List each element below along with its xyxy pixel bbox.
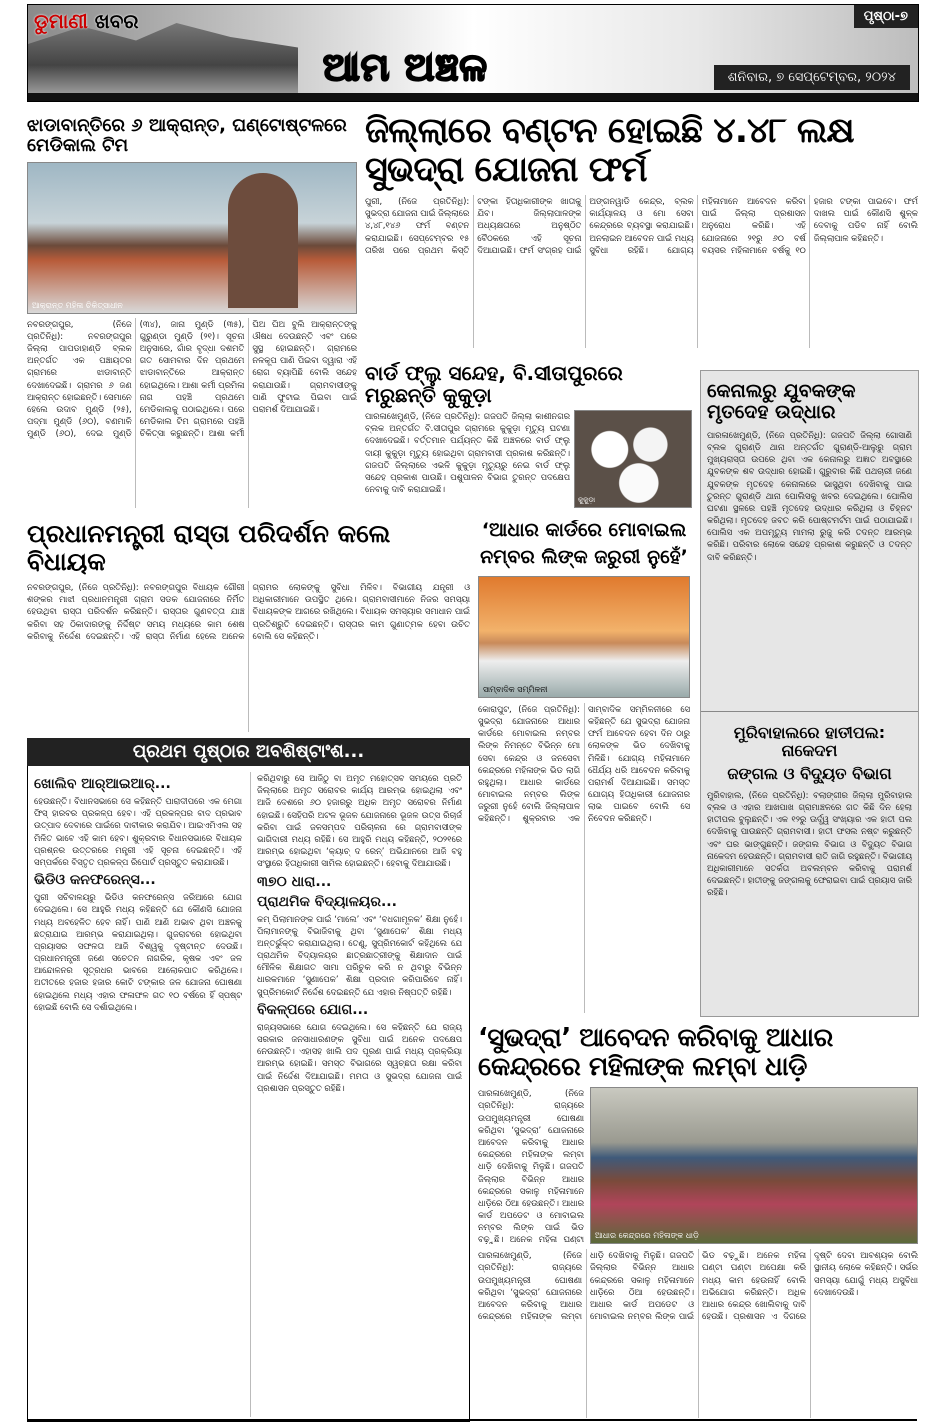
- queue-top-row: [478, 1087, 918, 1244]
- art370-cont-body: କରିଥିବାରୁ ସେ ଆଜିଠୁ ବା ଅମୃତ ମହୋତ୍ସବ ସମୟରେ ପ୍ରତି ଜିଲ୍ଲାରେ ଅମୃତ ସରୋବର କାର୍ଯ୍ୟ ଆରମ୍ଭ ହୋଇଥିଲା ଏବଂ ଆଜି ଦେଶରେ ୬୦ ହଜାରରୁ ଅଧିକ ଅମୃତ ସରୋବର ନିର୍ମାଣ ହୋଇଛି। ସେହିପରି ଅଟଳ ଭୂଜଳ ଯୋଜନାରେ ଭୂଜଳ ଉତ୍ସ ରିଚାର୍ଜ କରିବା ପାଇଁ ଜଳସମ୍ପଦ ପରିଚାଳନା ରେ ଗ୍ରାମବାସୀଙ୍କ ଭାଗିଦାରୀ ମଧ୍ୟ ରହିଛି। ସେ ଆହୁରି ମଧ୍ୟ କହିଛନ୍ତି, ୨୦୨୧ରେ ଆରମ୍ଭ ହୋଇଥିବା ‘କ୍ୟାଚ୍ ଦ ରେନ୍’ ଅଭିଯାନରେ ଆଜି ବହୁ ସଂସ୍ଥାରେ ହିତାଧିକାରୀ ସାମିଲ ହୋଇଛନ୍ତି। ହେବାକୁ ଦିଆଯାଉଛି।: [257, 773, 462, 869]
- school-body: କମ୍ ପିଲାମାନଙ୍କ ପାଇଁ ‘ମାଲେ’ ଏବଂ ‘ବଧଗାମୂଳକ’ ଶିକ୍ଷା ନୁହେଁ। ପିଲାମାନଙ୍କୁ ବିଭାଜିବାକୁ ଥିବା ‘ସୁଣାପେକ’ ଶିକ୍ଷା ମଧ୍ୟ ଅନ୍ତର୍ଭୁକ୍ତ କରାଯାଇଥିଲା। ତେଣୁ, ସୁପ୍ରିମକୋର୍ଟ କହିଥିଲେ ଯେ ପ୍ରାଥମିକ ବିଦ୍ୟାଳୟର ଛାତ୍ରଛାତ୍ରୀଙ୍କୁ ଶିକ୍ଷାଦାନ ପାଇଁ ମୌଳିକ ଶିକ୍ଷାଗତ ସାମା ପରିଚୁକ କରି ନ ଥିବାରୁ ବିଭିନ୍ନ ଧାରକମାନେ ‘ସୁଣାପେକ’ ଶିକ୍ଷା ପ୍ରଦାନ କରିପାରିବେ ନାହିଁ। ସୁପ୍ରିମକୋର୍ଟ ନିର୍ଦ୍ଦେଶ ଦେଇଛନ୍ତି ଯେ ଏହାର ନିଷ୍ପତ୍ତି ରହିଛି।: [257, 913, 462, 997]
- photo-caption: ଆକ୍ରାନ୍ତ ମହିଳା ଚିକିତ୍ସାଧୀନ: [32, 300, 123, 310]
- pm-road-headline: ପ୍ରଧାନମନ୍ତ୍ରୀ ରାସ୍ତା ପରିଦର୍ଶନ କଲେ ବିଧାୟକ: [27, 520, 391, 576]
- queue-headline: ‘ସୁଭଦ୍ରା’ ଆବେଦନ କରିବାକୁ ଆଧାର କେନ୍ଦ୍ରରେ ମହିଳାଙ୍କ ଲମ୍ବା ଧାଡ଼ି: [478, 1024, 833, 1082]
- canal-headline: କେନାଲରୁ ଯୁବକଙ୍କ ମୃତଦେହ ଉଦ୍ଧାର: [707, 380, 856, 423]
- aadhaar-headline-1: ‘ଆଧାର କାର୍ଡରେ ମୋବାଇଲ: [481, 520, 687, 541]
- continued-bar: ପ୍ରଥମ ପୃଷ୍ଠାର ଅବଶିଷ୍ଟାଂଶ...: [27, 738, 470, 766]
- brand-part1: ଡୁମାଣୀ: [34, 9, 88, 33]
- photo-caption: ସାମ୍ବାଦିକ ସମ୍ମିଳନୀ: [483, 684, 548, 694]
- cholera-article: [27, 116, 357, 508]
- page-number: ପୃଷ୍ଠା-୭: [854, 5, 918, 28]
- video-body: ପୁରୀ ସଚିବାଳୟରୁ ଭିଡିଓ କନଫରେନ୍ସ ଜରିଆରେ ଯୋଗ ଦେଇଥିଲେ। ସେ ଆହୁରି ମଧ୍ୟ କହିଛନ୍ତି ଯେ କୌଣସି ଯୋଜନା ମଧ୍ୟ ଅବହେଳିତ ହେବ ନାହିଁ। ପାଣି ଆଣି ଅଭାବ ଥିବା ଅଞ୍ଚଳକୁ ଛତ୍ରାଯାଇ ଆରମ୍ଭ କରାଯାଇଥିଲା। ଗୁଜରାଟରେ ହୋଇଥିବା ପ୍ରୟାସର ସଫଳତା ଆଜି ବିଶ୍ୱକୁ ଦୃଷ୍ଟାନ୍ତ ଦେଉଛି। ପ୍ରଧାନମନ୍ତ୍ରୀ ଜଣେ ସଚେତନ ନାଗରିକ, କୃଷକ ଏବଂ ଜଳ ଆନ୍ଦୋଳନର ସୂତ୍ରଧର ଭାବରେ ଆଲୋକପାତ କରିଥିଲେ। ଅତୀତରେ ହଜାର ହଜାର କୋଟି ଟଙ୍କାର ଜଳ ଯୋଜନା ଘୋଷଣା ହୋଇଥିଲେ ମଧ୍ୟ ଏହାର ଫଳାଫଳ ଗତ ୧୦ ବର୍ଷରେ ହିଁ ସ୍ପଷ୍ଟ ହୋଇଛି ବୋଲି ସେ ଦର୍ଶାଇଥିଲେ।: [34, 892, 242, 1012]
- village-illustration: [28, 23, 298, 93]
- issue-date: ଶନିବାର, ୭ ସେପ୍ଟେମ୍ବର, ୨୦୨୪: [714, 65, 910, 90]
- masthead-rule: [28, 93, 918, 101]
- birdflu-body: ପାରଳାଖେମୁଣ୍ଡି, (ନିଜେ ପ୍ରତିନିଧି): ଗଜପତି ଜିଲ୍ଲା କାଶୀନଗର ବ୍ଲକ ଅନ୍ତର୍ଗତ ବି.ସୀତାପୁର ଗ୍ରାମରେ କୁକୁଡ଼ା ମୃତ୍ୟୁ ଘଟଣା ଦେଖାଦେଇଛି। ବର୍ତ୍ତମାନ ପର୍ଯ୍ୟନ୍ତ କିଛି ଅଞ୍ଚଳରେ ବାର୍ଡ ଫ୍ଲୁ ଦାୟୀ କୁକୁଡ଼ା ମୃତ୍ୟୁ ହୋଇଥିବା ଗ୍ରାମବାସୀ ପ୍ରକାଶ କରିଛନ୍ତି। ଗଜପତି ଜିଲ୍ଲାରେ ଏଭଳି କୁକୁଡ଼ା ମୃତ୍ୟୁରୁ ନେଇ ବାର୍ଡ ଫ୍ଲୁ ସନ୍ଦେହ ପ୍ରକାଶ ପାଉଛି। ପଶୁପାଳନ ବିଭାଗ ତୁରନ୍ତ ପଦକ୍ଷେପ ନେବାକୁ ଦାବି କରାଯାଇଛି।: [365, 411, 570, 495]
- elephant-headline-1: ମୁରିବାହାଲରେ ହାତୀପଲ: ନାକେଦମ: [733, 723, 886, 760]
- subhadra-article: [365, 112, 918, 348]
- newspaper-brand: [34, 9, 139, 33]
- continued-col-2: [250, 772, 462, 1417]
- queue-article: [478, 1024, 918, 1418]
- section-title: ଆମ ଅଞ୍ଚଳ: [323, 45, 488, 89]
- pm-road-article: [27, 520, 470, 732]
- birdflu-headline: ବାର୍ଡ ଫ୍ଲୁ ସନ୍ଦେହ, ବି.ସୀତାପୁରରେ ମରୁଛନ୍ତି କୁକୁଡ଼ା: [365, 362, 623, 407]
- alt-body: ରାଜ୍ୟସଭାରେ ଯୋଗ ଦେଇଥିଲେ। ସେ କହିଛନ୍ତି ଯେ ରାଜ୍ୟ ସରକାର ଜନସାଧାରଣଙ୍କ ସୁବିଧା ପାଇଁ ଅନେକ ପଦକ୍ଷେପ ନେଉଛନ୍ତି। ଏହାସହ ଖାଲି ପଦ ପୂରଣ ପାଇଁ ମଧ୍ୟ ପ୍ରକ୍ରିୟା ଆରମ୍ଭ ହୋଇଛି। ସମସ୍ତ ବିଭାଗରେ ସ୍ୱଚ୍ଛତା ରକ୍ଷା କରିବା ପାଇଁ ନିର୍ଦ୍ଦେଶ ଦିଆଯାଇଛି। ମମତା ଓ ସୁଭଦ୍ରା ଯୋଜନା ପାଇଁ ପ୍ରଶାସନ ପ୍ରସ୍ତୁତ ରହିଛି।: [257, 1021, 462, 1093]
- divider: [701, 711, 918, 712]
- birdflu-content: [365, 410, 692, 508]
- photo-caption: ଆଧାର କେନ୍ଦ୍ରରେ ମହିଳାଙ୍କ ଧାଡ଼ି: [595, 1231, 699, 1241]
- cholera-body: ନବରଙ୍ଗପୁର, (ନିଜେ ପ୍ରତିନିଧି): ନବରଙ୍ଗପୁର ଜିଲ୍ଲା ପାପଡାହାଣ୍ଡି ବ୍ଲକ ଅନ୍ତର୍ଗତ ଏକ ପଞ୍ଚାୟତର ଗ୍ରାମରେ ଝାଡାବାନ୍ତି ଦେଖାଦେଇଛି। ଗ୍ରାମର ୬ ଜଣ ଆକ୍ରାନ୍ତ ହୋଇଛନ୍ତି। ସେମାନେ ହେଲେ ଉଦାବ ମୁଣ୍ଡି (୨୫), ପଦ୍ମା ମୁଣ୍ଡି (୬୦), ବଣମାଳି ମୁଣ୍ଡି (୬୦), ଦେଇ ମୁଣ୍ଡି (୩୪), ଜାନା ମୁଣ୍ଡି (୩୫), ଗୁରୁଣ୍ଡା ମୁଣ୍ଡି (୨୧)। ସୂଚନା ଅନୁସାରେ, ଗାଁର ବୃଦ୍ଧା ଦଶମତି ଗତ ସୋମବାର ଦିନ ପ୍ରଥମେ ଝାଡାବାନ୍ତିରେ ଆକ୍ରାନ୍ତ ହୋଇଥିଲେ। ଆଶା କର୍ମୀ ପ୍ରମିଳା ନାଗ ପହଞ୍ଚି ପ୍ରଥମେ ମେଡିକାଲକୁ ପଠାଇଥିଲେ। ପରେ ମେଡିକାଲ ଟିମ ଗ୍ରାମରେ ପହଞ୍ଚି ଚିକିତ୍ସା କରୁଛନ୍ତି। ଆଶା କର୍ମୀ ଘିଅ ଘିଅ ବୁଲି ଆକ୍ରାନ୍ତଙ୍କୁ ଔଷଧ ଦେଉଛନ୍ତି ଏବଂ ପରେ ସୁସ୍ଥ ହୋଇଛନ୍ତି। ଗ୍ରାମରେ ନଳକୂପ ପାଣି ପିଇବା ଦ୍ୱାରା ଏହି ରୋଗ ବ୍ୟାପିଛି ବୋଲି ସନ୍ଦେହ କରାଯାଉଛି। ଗ୍ରାମବାସୀଙ୍କୁ ପାଣି ଫୁଟାଇ ପିଇବା ପାଇଁ ପରାମର୍ଶ ଦିଆଯାଇଛି।: [27, 318, 357, 439]
- aadhaar-headline-2: ନମ୍ବର ଲିଙ୍କ ଜରୁରୀ ନୁହେଁ’: [480, 545, 688, 568]
- aadhaar-body: କୋରାପୁଟ, (ନିଜେ ପ୍ରତିନିଧି): ସୁଭଦ୍ରା ଯୋଜନାରେ ଆଧାର କାର୍ଡରେ ମୋବାଇଲ ନମ୍ବର ଲିଙ୍କ ନିମନ୍ତେ ବିଭିନ୍ନ ମୋ ସେବା କେନ୍ଦ୍ର ଓ ଜନସେବା କେନ୍ଦ୍ରରେ ମହିଳାଙ୍କ ଭିଡ ଲାଗି ରହୁଥିଲା। ଆଧାର କାର୍ଡରେ ମୋବାଇଲ ନମ୍ବର ଲିଙ୍କ ଜରୁରୀ ନୁହେଁ ବୋଲି ଜିଲ୍ଲାପାଳ କହିଛନ୍ତି। ଶୁକ୍ରବାର ଏକ ସାମ୍ବାଦିକ ସମ୍ମିଳନୀରେ ସେ କହିଛନ୍ତି ଯେ ସୁଭଦ୍ରା ଯୋଜନା ଫର୍ମ ଆବେଦନ ହେବା ଦିନ ଠାରୁ ଲୋକଙ୍କ ଭିଡ ଦେଖିବାକୁ ମିଳିଛି। ଯୋଗ୍ୟ ମହିଳାମାନେ ଧୈର୍ଯ୍ୟ ଧରି ଆବେଦନ କରିବାକୁ ପରାମର୍ଶ ଦିଆଯାଇଛି। ସମସ୍ତ ଯୋଗ୍ୟ ହିତାଧିକାରୀ ଯୋଜନାର ଲାଭ ପାଇବେ ବୋଲି ସେ ନିବେଦନ କରିଛନ୍ତି।: [478, 703, 690, 824]
- masthead: [27, 4, 919, 102]
- cholera-photo: [27, 162, 357, 314]
- video-subhead: ଭିଡିଓ କନଫରେନ୍ସ...: [34, 872, 156, 889]
- queue-photo: [590, 1087, 918, 1244]
- continued-box: [27, 766, 470, 1422]
- bottom-rule: [27, 1419, 917, 1421]
- canal-body: ପାରଳାଖେମୁଣ୍ଡି, (ନିଜେ ପ୍ରତିନିଧି): ଗଜପତି ଜିଲ୍ଲା ଗୋସାଣି ବ୍ଲକ ଗୁରାଣ୍ଡି ଥାନା ଅନ୍ତର୍ଗତ ଗୁରାଣ୍ଡି-ଆଲୁରୁ ଗ୍ରାମ ମୁଖ୍ୟରାସ୍ତା ଉପରେ ଥିବା ଏକ କେନାଲରୁ ଅଜ୍ଞାତ ଅବସ୍ଥାରେ ଯୁବକଙ୍କ ଶବ ଉଦ୍ଧାର ହୋଇଛି। ଗୁରୁବାର କିଛି ପଥଚାରୀ ଜଣେ ଯୁବକଙ୍କ ମୃତଦେହ କେନାଲରେ ଭାସୁଥିବା ଦେଖିବାକୁ ପାଇ ତୁରନ୍ତ ଗୁରାଣ୍ଡି ଥାନା ପୋଲିସକୁ ଖବର ଦେଇଥିଲେ। ପୋଲିସ ଘଟଣା ସ୍ଥଳରେ ପହଞ୍ଚି ମୃତଦେହ ଉଦ୍ଧାର କରିଥିଲା ଓ ଚିହ୍ନଟ କରିଥିଲା। ମୃତଦେହ ଜବତ କରି ପୋଷ୍ଟମର୍ଟମ ପାଇଁ ପଠାଯାଇଛି। ପୋଲିସ ଏକ ଅପମୃତ୍ୟୁ ମାମଲା ରୁଜୁ କରି ତଦନ୍ତ ଆରମ୍ଭ କରିଛି। ପରିବାର ଲୋକେ ସନ୍ଦେହ ପ୍ରକାଶ କରୁଛନ୍ତି ଓ ତଦନ୍ତ ଦାବି କରିଛନ୍ତି।: [707, 429, 912, 562]
- elephant-body: ମୁରିବାହାଲ, (ନିଜେ ପ୍ରତିନିଧି): ବଲାଙ୍ଗୀର ଜିଲ୍ଲା ମୁରିବାହାଲ ବ୍ଲକ ଓ ଏହାର ଆଖପାଖ ଗ୍ରାମାଞ୍ଚଳରେ ଗତ କିଛି ଦିନ ହେଲା ହାତୀପଲ ବୁଲୁଛନ୍ତି। ଏକ ୧୨ରୁ ଊର୍ଦ୍ଧ୍ୱ ସଂଖ୍ୟାର ଏକ ହାତୀ ପଲ ଦେଖିବାକୁ ପାଉଛନ୍ତି ଗ୍ରାମବାସୀ। ହାତୀ ଫସଲ ନଷ୍ଟ କରୁଛନ୍ତି ଏବଂ ଘର ଭାଙ୍ଗୁଛନ୍ତି। ଜଙ୍ଗଲ ବିଭାଗ ଓ ବିଦ୍ୟୁତ ବିଭାଗ ନାକେଦମ ହେଉଛନ୍ତି। ଗ୍ରାମବାସୀ ରାତି ଜାଗି ରହୁଛନ୍ତି। ବିଭାଗୀୟ ଅଧିକାରୀମାନେ ସତର୍କତା ଅବଲମ୍ବନ କରିବାକୁ ପରାମର୍ଶ ଦେଇଛନ୍ତି। ହାତୀଙ୍କୁ ଜଙ୍ଗଲକୁ ଫେରାଇବା ପାଇଁ ପ୍ରୟାସ ଜାରି ରହିଛି।: [707, 789, 912, 898]
- brand-part2: ଖବର: [94, 9, 139, 33]
- photo-caption: କୁକୁଡ଼ା: [578, 496, 596, 504]
- press-meet-photo: [478, 576, 690, 698]
- art370-subhead: ୩୭୦ ଧାରା...: [257, 873, 332, 890]
- rti-subhead: ଖୋଲିବ ଆର୍‌ଆଇଆର୍...: [34, 776, 171, 792]
- alt-subhead: ବିକଳ୍ପରେ ଯୋଗ...: [257, 1001, 369, 1018]
- queue-body-lead: ପାରଳାଖେମୁଣ୍ଡି, (ନିଜେ ପ୍ରତିନିଧି): ରାଜ୍ୟରେ ଉପମୁଖ୍ୟମନ୍ତ୍ରୀ ଘୋଷଣା କରିଥିବା ‘ସୁଭଦ୍ରା’ ଯୋଜନାରେ ଆବେଦନ କରିବାକୁ ଆଧାର କେନ୍ଦ୍ରରେ ମହିଳାଙ୍କ ଲମ୍ବା ଧାଡ଼ି ଦେଖିବାକୁ ମିଳୁଛି। ଗଜପତି ଜିଲ୍ଲାର ବିଭିନ୍ନ ଆଧାର କେନ୍ଦ୍ରରେ ସକାଳୁ ମହିଳାମାନେ ଧାଡ଼ିରେ ଠିଆ ହେଉଛନ୍ତି। ଆଧାର କାର୍ଡ ଅପଡେଟ ଓ ମୋବାଇଲ ନମ୍ବର ଲିଙ୍କ ପାଇଁ ଭିଡ ବଢ଼ୁଛି। ଅନେକ ମହିଳା ଘଣ୍ଟା: [478, 1088, 584, 1245]
- chicken-photo: [574, 410, 692, 508]
- subhadra-headline: ଜିଲ୍ଲାରେ ବଣ୍ଟନ ହୋଇଛି ୪.୪୮ ଲକ୍ଷ ସୁଭଦ୍ରା ଯୋଜନା ଫର୍ମ: [365, 112, 854, 190]
- aadhaar-article: [478, 520, 690, 1013]
- queue-body: ପାରଳାଖେମୁଣ୍ଡି, (ନିଜେ ପ୍ରତିନିଧି): ରାଜ୍ୟରେ ଉପମୁଖ୍ୟମନ୍ତ୍ରୀ ଘୋଷଣା କରିଥିବା ‘ସୁଭଦ୍ରା’ ଯୋଜନାରେ ଆବେଦନ କରିବାକୁ ଆଧାର କେନ୍ଦ୍ରରେ ମହିଳାଙ୍କ ଲମ୍ବା ଧାଡ଼ି ଦେଖିବାକୁ ମିଳୁଛି। ଗଜପତି ଜିଲ୍ଲାର ବିଭିନ୍ନ ଆଧାର କେନ୍ଦ୍ରରେ ସକାଳୁ ମହିଳାମାନେ ଧାଡ଼ିରେ ଠିଆ ହେଉଛନ୍ତି। ଆଧାର କାର୍ଡ ଅପଡେଟ ଓ ମୋବାଇଲ ନମ୍ବର ଲିଙ୍କ ପାଇଁ ଭିଡ ବଢ଼ୁଛି। ଅନେକ ମହିଳା ଘଣ୍ଟା ଘଣ୍ଟା ଅପେକ୍ଷା କରି ମଧ୍ୟ କାମ ହେଉନାହିଁ ବୋଲି ଅଭିଯୋଗ କରିଛନ୍ତି। ଅଧିକ ଆଧାର କେନ୍ଦ୍ର ଖୋଲିବାକୁ ଦାବି ହେଉଛି। ପ୍ରଶାସନ ଏ ଦିଗରେ ଦୃଷ୍ଟି ଦେବା ଆବଶ୍ୟକ ବୋଲି ସ୍ଥାନୀୟ ଲୋକେ କହିଛନ୍ତି। ସର୍ଭର ସମସ୍ୟା ଯୋଗୁଁ ମଧ୍ୟ ଅସୁବିଧା ଦେଖାଦେଉଛି।: [478, 1250, 918, 1322]
- right-news-box: [700, 370, 919, 1017]
- patient-figure: [228, 173, 298, 308]
- elephant-headline-2: ଜଙ୍ଗଲ ଓ ବିଦ୍ୟୁତ ବିଭାଗ: [727, 764, 892, 784]
- subhadra-body: ପୁରୀ, (ନିଜେ ପ୍ରତିନିଧି): ସୁଭଦ୍ରା ଯୋଜନା ପାଇଁ ଜିଲ୍ଲାରେ ୪,୪୮,୧୪୬ ଫର୍ମ ବଣ୍ଟନ କରାଯାଇଛି। ସେପ୍ଟେମ୍ବର ୧୫ ତାରିଖ ପରେ ପ୍ରଥମ କିସ୍ତି ଟଙ୍କା ହିତାଧିକାରୀଙ୍କ ଖାତାକୁ ଯିବ। ଜିଲ୍ଲାପାଳଙ୍କ ଅଧ୍ୟକ୍ଷତାରେ ଅନୁଷ୍ଠିତ ବୈଠକରେ ଏହି ସୂଚନା ଦିଆଯାଇଛି। ଫର୍ମ ସଂଗ୍ରହ ପାଇଁ ଅଙ୍ଗନୱାଡି କେନ୍ଦ୍ର, ବ୍ଲକ କାର୍ଯ୍ୟାଳୟ ଓ ମୋ ସେବା କେନ୍ଦ୍ରରେ ବ୍ୟବସ୍ଥା କରାଯାଇଛି। ଅନଲାଇନ ଆବେଦନ ପାଇଁ ମଧ୍ୟ ସୁବିଧା ରହିଛି। ଯୋଗ୍ୟ ମହିଳାମାନେ ଆବେଦନ କରିବା ପାଇଁ ଜିଲ୍ଲା ପ୍ରଶାସନ ଅନୁରୋଧ କରିଛି। ଏହି ଯୋଜନାରେ ୨୧ରୁ ୬୦ ବର୍ଷ ବୟସର ମହିଳାମାନେ ବର୍ଷକୁ ୧୦ ହଜାର ଟଙ୍କା ପାଇବେ। ଫର୍ମ ଦାଖଲ ପାଇଁ କୌଣସି ଶୁଳ୍କ ଦେବାକୁ ପଡିବ ନାହିଁ ବୋଲି ଜିଲ୍ଲାପାଳ କହିଛନ୍ତି।: [365, 196, 918, 255]
- pm-road-body: ନବରଙ୍ଗପୁର, (ନିଜେ ପ୍ରତିନିଧି): ନବରଙ୍ଗପୁର ବିଧାୟକ ଗୌରୀ ଶଙ୍କର ମାଝୀ ପ୍ରଧାନମନ୍ତ୍ରୀ ଗ୍ରାମ ସଡକ ଯୋଜନାରେ ନିର୍ମିତ ହେଉଥିବା ରାସ୍ତା ପରିଦର୍ଶନ କରିଛନ୍ତି। ରାସ୍ତାର ଗୁଣବତ୍ତା ଯାଞ୍ଚ କରିବା ସହ ଠିକାଦାରଙ୍କୁ ନିର୍ଦ୍ଦିଷ୍ଟ ସମୟ ମଧ୍ୟରେ କାମ ଶେଷ କରିବାକୁ ନିର୍ଦ୍ଦେଶ ଦେଇଛନ୍ତି। ଏହି ରାସ୍ତା ନିର୍ମାଣ ହେଲେ ଅନେକ ଗ୍ରାମର ଲୋକଙ୍କୁ ସୁବିଧା ମିଳିବ। ବିଭାଗୀୟ ଯନ୍ତ୍ରୀ ଓ ଅଧିକାରୀମାନେ ଉପସ୍ଥିତ ଥିଲେ। ଗ୍ରାମବାସୀମାନେ ନିଜର ସମସ୍ୟା ବିଧାୟକଙ୍କ ଆଗରେ ରଖିଥିଲେ। ବିଧାୟକ ସମସ୍ୟାର ସମାଧାନ ପାଇଁ ପ୍ରତିଶ୍ରୁତି ଦେଇଛନ୍ତି। ରାସ୍ତାର କାମ ଗୁଣାତ୍ମକ ହେବା ଉଚିତ ବୋଲି ସେ କହିଛନ୍ତି।: [27, 582, 470, 641]
- birdflu-article: [365, 362, 692, 508]
- cholera-headline: ଝାଡାବାନ୍ତିରେ ୬ ଆକ୍ରାନ୍ତ, ଘଣ୍ଟୋଷ୍ଟଳରେ ମେଡିକାଲ ଟିମ: [27, 116, 347, 156]
- continued-col-1: [34, 772, 242, 1417]
- rti-body: ହେଉଛନ୍ତି। ବିଧାନସଭାରେ ସେ କହିଛନ୍ତି ପାରାଦୀପରେ ଏକ ମେଗା ଫିସ୍ ହାରବର ପ୍ରକଳ୍ପ ହେବ। ଏହି ପ୍ରକଳ୍ପର ବାଦ ପ୍ରଭାବ ଉତ୍ପାଦ ଦେବାରେ ପାଇଁରେ ଦାବୀକାର କରାଯିବ। ଆଇଏମିଏଲ ସହ ମିଳିତ ଭାବେ ଏହି କାମ ହେବ। ଶୁକ୍ରବାର ବିଧାନସଭାରେ ବିଧାୟକ ପ୍ରଶ୍ନର ଉତ୍ତରରେ ମନ୍ତ୍ରୀ ଏହି ସୂଚନା ଦେଇଛନ୍ତି। ଏହି ସମ୍ପର୍କରେ ବିସ୍ତୃତ ପ୍ରକଳ୍ପ ରିପୋର୍ଟ ପ୍ରସ୍ତୁତ କରାଯାଉଛି।: [34, 796, 242, 867]
- school-subhead: ପ୍ରାଥମିକ ବିଦ୍ୟାଳୟର...: [257, 893, 397, 910]
